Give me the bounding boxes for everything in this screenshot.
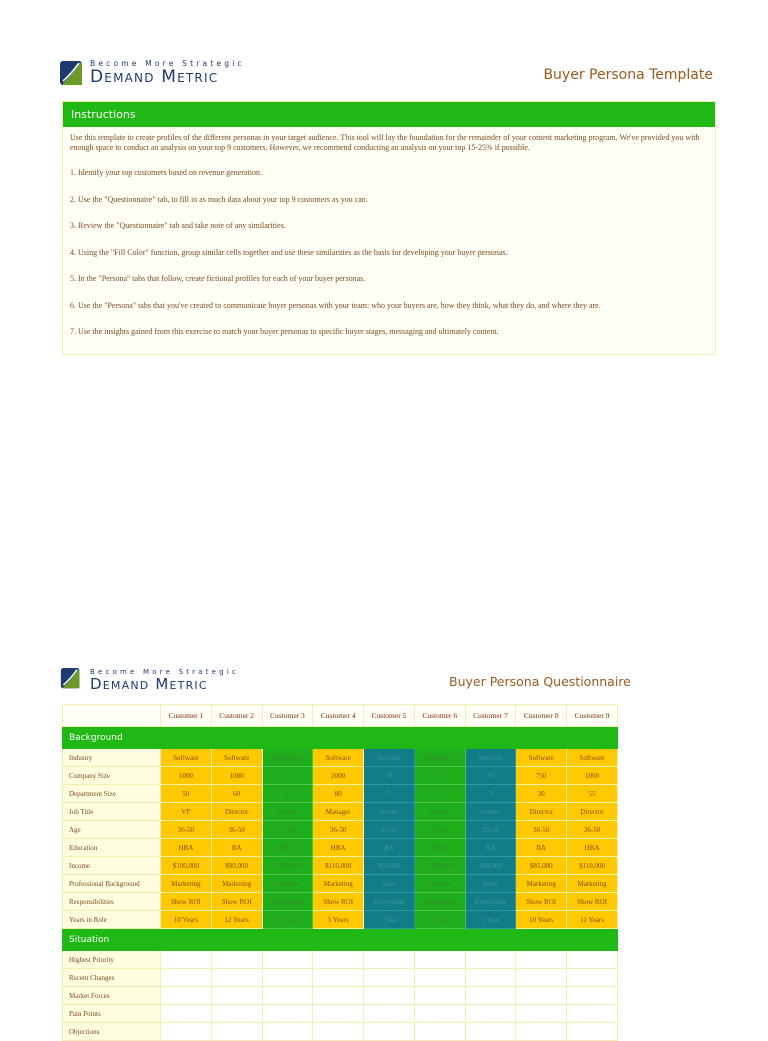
table-cell[interactable]: 25-35 [364, 821, 415, 839]
table-cell[interactable]: Software [211, 749, 262, 767]
table-cell[interactable] [567, 1005, 618, 1023]
table-cell[interactable]: Marketing [313, 875, 364, 893]
customer-header: Customer 6 [414, 705, 465, 727]
table-cell[interactable]: 50 [161, 785, 212, 803]
table-cell[interactable]: Owner [262, 803, 313, 821]
instruction-step: 5. In the "Persona" tabs that follow, create fictional profiles for each of your buyer personas. [70, 274, 366, 283]
table-cell[interactable]: $85,000 [516, 857, 567, 875]
row-label: Years in Role [63, 911, 161, 929]
table-cell[interactable]: Profitability [262, 893, 313, 911]
table-cell[interactable] [516, 951, 567, 969]
row-label: Objections [63, 1023, 161, 1041]
table-cell[interactable] [313, 1023, 364, 1041]
corner-cell [63, 705, 161, 727]
table-cell[interactable] [465, 1005, 516, 1023]
demand-metric-logo [60, 60, 245, 86]
table-cell[interactable] [364, 1023, 415, 1041]
table-cell[interactable]: Sales [364, 875, 415, 893]
table-cell[interactable] [516, 1023, 567, 1041]
table-cell[interactable]: 5 Years [414, 911, 465, 929]
table-row [63, 785, 618, 803]
table-cell[interactable]: Services [465, 749, 516, 767]
table-cell[interactable]: HBA [313, 839, 364, 857]
table-cell[interactable]: $90,000 [211, 857, 262, 875]
customer-header: Customer 5 [364, 705, 415, 727]
questionnaire-title: Buyer Persona Questionnaire [449, 674, 631, 689]
instruction-step: 4. Using the "Fill Color" function, group similar cells together and use these similarities as the basis for developing your buyer personas. [70, 247, 508, 257]
table-cell[interactable]: 55 [567, 785, 618, 803]
table-cell[interactable] [414, 969, 465, 987]
table-cell[interactable]: 36-50 [313, 821, 364, 839]
logo-tagline: Become More Strategic [90, 667, 240, 676]
customer-header-row [63, 705, 618, 727]
table-cell[interactable]: 10 Years [516, 911, 567, 929]
instruction-step: 2. Use the "Questionnaire" tab, to fill in as much data about your top 9 customers as you can. [70, 194, 368, 204]
customer-header: Customer 1 [161, 705, 212, 727]
customer-header: Customer 7 [465, 705, 516, 727]
table-row [63, 911, 618, 929]
table-row [63, 821, 618, 839]
table-cell[interactable]: 3 [465, 785, 516, 803]
table-cell[interactable] [313, 1005, 364, 1023]
table-cell[interactable] [313, 951, 364, 969]
table-cell[interactable] [465, 987, 516, 1005]
table-cell[interactable]: Show ROI [313, 893, 364, 911]
table-cell[interactable]: 1000 [567, 767, 618, 785]
table-cell[interactable] [516, 1005, 567, 1023]
table-cell[interactable]: 36-50 [516, 821, 567, 839]
table-cell[interactable]: Marketing [567, 875, 618, 893]
table-cell[interactable]: MBA [262, 839, 313, 857]
table-cell[interactable] [414, 1005, 465, 1023]
row-label: Highest Priority [63, 951, 161, 969]
table-row [63, 857, 618, 875]
instruction-step: 3. Review the "Questionnaire" tab and take note of any similarities. [70, 221, 286, 230]
table-cell[interactable]: Software [567, 749, 618, 767]
table-cell[interactable]: Software [516, 749, 567, 767]
table-cell[interactable] [414, 1023, 465, 1041]
section-header-row [63, 929, 618, 951]
table-cell[interactable]: 25-35 [465, 821, 516, 839]
table-cell[interactable]: 5 Years [262, 911, 313, 929]
table-row [63, 839, 618, 857]
row-label: Recent Changes [63, 969, 161, 987]
table-cell[interactable]: $60,000 [465, 857, 516, 875]
table-cell[interactable]: 3 [364, 785, 415, 803]
table-row [63, 969, 618, 987]
table-cell[interactable] [567, 969, 618, 987]
table-cell[interactable]: 5 Years [313, 911, 364, 929]
table-cell[interactable]: Owner [414, 803, 465, 821]
table-row [63, 893, 618, 911]
table-cell[interactable]: 36-50 [211, 821, 262, 839]
row-label: Job Title [63, 803, 161, 821]
table-cell[interactable]: 11 Years [567, 911, 618, 929]
table-cell[interactable]: Marketing [161, 875, 212, 893]
table-cell[interactable] [262, 1023, 313, 1041]
table-cell[interactable] [211, 987, 262, 1005]
table-row [63, 767, 618, 785]
table-cell[interactable]: $110,000 [313, 857, 364, 875]
table-cell[interactable]: Owner [364, 803, 415, 821]
table-cell[interactable]: Services [364, 749, 415, 767]
table-row [63, 875, 618, 893]
row-label: Responsibilities [63, 893, 161, 911]
customer-header: Customer 2 [211, 705, 262, 727]
table-cell[interactable]: HBA [567, 839, 618, 857]
table-cell[interactable]: Owner [465, 803, 516, 821]
table-cell[interactable]: 2000 [313, 767, 364, 785]
table-cell[interactable]: 1000 [211, 767, 262, 785]
table-cell[interactable]: Finance [262, 875, 313, 893]
row-label: Department Size [63, 785, 161, 803]
table-cell[interactable] [211, 951, 262, 969]
logo-mark-icon [60, 61, 84, 85]
table-cell[interactable]: Show ROI [567, 893, 618, 911]
table-cell[interactable] [567, 1023, 618, 1041]
table-cell[interactable]: Software [161, 749, 212, 767]
table-cell[interactable]: HBA [161, 839, 212, 857]
table-cell[interactable] [161, 987, 212, 1005]
table-cell[interactable]: Everything [364, 893, 415, 911]
logo-tagline: Become More Strategic [90, 59, 245, 68]
table-cell[interactable]: Director [567, 803, 618, 821]
row-label: Industry [63, 749, 161, 767]
table-cell[interactable]: $110,000 [567, 857, 618, 875]
row-label: Education [63, 839, 161, 857]
table-cell[interactable]: MBA [414, 839, 465, 857]
table-cell[interactable] [465, 1023, 516, 1041]
table-cell[interactable]: 51-65 [262, 821, 313, 839]
table-cell[interactable] [161, 951, 212, 969]
instructions-panel [62, 101, 716, 355]
table-cell[interactable]: Hardware [414, 749, 465, 767]
table-cell[interactable] [161, 969, 212, 987]
logo-brand: Demand Metric [90, 674, 208, 693]
table-cell[interactable] [516, 987, 567, 1005]
table-cell[interactable]: 1 Year [465, 911, 516, 929]
row-label: Professional Background [63, 875, 161, 893]
table-cell[interactable] [211, 969, 262, 987]
table-cell[interactable] [262, 951, 313, 969]
table-cell[interactable] [262, 987, 313, 1005]
table-cell[interactable] [414, 987, 465, 1005]
table-cell[interactable]: 30 [516, 785, 567, 803]
table-cell[interactable]: 5 [414, 785, 465, 803]
table-cell[interactable]: $50,000 [364, 857, 415, 875]
table-cell[interactable] [211, 1023, 262, 1041]
row-label: Company Size [63, 767, 161, 785]
table-row [63, 1023, 618, 1041]
customer-header: Customer 4 [313, 705, 364, 727]
table-cell[interactable]: 36-50 [567, 821, 618, 839]
table-cell[interactable]: Marketing [516, 875, 567, 893]
table-cell[interactable]: BA [364, 839, 415, 857]
background-section-title: Background [63, 727, 618, 749]
table-row [63, 951, 618, 969]
table-cell[interactable] [567, 951, 618, 969]
logo-brand: Demand Metric [90, 66, 219, 87]
table-cell[interactable] [262, 1005, 313, 1023]
row-label: Pain Points [63, 1005, 161, 1023]
table-cell[interactable] [567, 987, 618, 1005]
table-cell[interactable]: Director [516, 803, 567, 821]
section-header-row [63, 727, 618, 749]
table-cell[interactable]: $100,000 [161, 857, 212, 875]
table-cell[interactable] [516, 969, 567, 987]
table-cell[interactable] [414, 951, 465, 969]
table-cell[interactable]: BA [516, 839, 567, 857]
table-cell[interactable]: Show ROI [516, 893, 567, 911]
table-cell[interactable] [364, 969, 415, 987]
table-cell[interactable]: 50 [364, 767, 415, 785]
table-cell[interactable] [465, 951, 516, 969]
table-cell[interactable] [161, 1023, 212, 1041]
table-row [63, 803, 618, 821]
instructions-body [63, 127, 715, 337]
table-cell[interactable]: Show ROI [161, 893, 212, 911]
customer-header: Customer 9 [567, 705, 618, 727]
demand-metric-logo [60, 668, 239, 692]
table-cell[interactable]: 5 [262, 785, 313, 803]
customer-header: Customer 3 [262, 705, 313, 727]
table-cell[interactable]: Show ROI [211, 893, 262, 911]
row-label: Market Forces [63, 987, 161, 1005]
table-cell[interactable] [364, 987, 415, 1005]
table-cell[interactable]: Marketing [211, 875, 262, 893]
table-cell[interactable]: 36-50 [161, 821, 212, 839]
table-cell[interactable]: $200,000 [262, 857, 313, 875]
table-cell[interactable]: Finance [414, 875, 465, 893]
questionnaire-table [62, 704, 618, 1041]
instructions-intro: Use this template to create profiles of the different personas in your target audience. This tool will lay the foundation for the remainder of your content marketing program. We've provided you with enough space to conduct an analysis on your top 9 customers. However, we recommend conducting an analysis on your top 15-25% if possible. [70, 133, 700, 152]
table-cell[interactable] [465, 969, 516, 987]
instructions-heading: Instructions [63, 102, 715, 127]
table-cell[interactable]: 1 Year [364, 911, 415, 929]
table-cell[interactable]: 60 [211, 785, 262, 803]
page-title: Buyer Persona Template [543, 67, 713, 83]
instruction-step: 7. Use the insights gained from this exercise to match your buyer personas to specific buyer stages, messaging and ultimately content. [70, 327, 499, 336]
table-cell[interactable]: Sales [465, 875, 516, 893]
row-label: Age [63, 821, 161, 839]
table-cell[interactable]: 50 [414, 767, 465, 785]
table-cell[interactable]: 50 [262, 767, 313, 785]
table-cell[interactable]: Profitability [414, 893, 465, 911]
table-cell[interactable]: 750 [516, 767, 567, 785]
instruction-step: 6. Use the "Persona" tabs that you've created to communicate buyer personas with your team: who your buyers are, how they think, what they do, and where they are. [70, 300, 601, 310]
instruction-step: 1. Identify your top customers based on revenue generation. [70, 168, 262, 177]
table-cell[interactable]: Director [211, 803, 262, 821]
table-cell[interactable]: BA [211, 839, 262, 857]
table-cell[interactable]: 10 Years [161, 911, 212, 929]
table-cell[interactable]: 80 [313, 785, 364, 803]
table-cell[interactable]: $200,000 [414, 857, 465, 875]
table-cell[interactable]: 30 [465, 767, 516, 785]
table-cell[interactable]: 12 Years [211, 911, 262, 929]
table-cell[interactable]: 51-65 [414, 821, 465, 839]
logo-mark-icon [60, 668, 84, 692]
table-cell[interactable]: Manager [313, 803, 364, 821]
table-cell[interactable] [313, 969, 364, 987]
situation-section-title: Situation [63, 929, 618, 951]
table-cell[interactable] [262, 969, 313, 987]
table-cell[interactable]: Software [313, 749, 364, 767]
table-cell[interactable] [161, 1005, 212, 1023]
table-row [63, 987, 618, 1005]
table-cell[interactable]: VP [161, 803, 212, 821]
table-cell[interactable]: Everything [465, 893, 516, 911]
table-cell[interactable] [211, 1005, 262, 1023]
table-cell[interactable] [313, 987, 364, 1005]
table-row [63, 1005, 618, 1023]
table-cell[interactable] [364, 951, 415, 969]
customer-header: Customer 8 [516, 705, 567, 727]
table-cell[interactable] [364, 1005, 415, 1023]
table-cell[interactable]: Hardware [262, 749, 313, 767]
table-row [63, 749, 618, 767]
row-label: Income [63, 857, 161, 875]
table-cell[interactable]: 1000 [161, 767, 212, 785]
table-cell[interactable]: BA [465, 839, 516, 857]
